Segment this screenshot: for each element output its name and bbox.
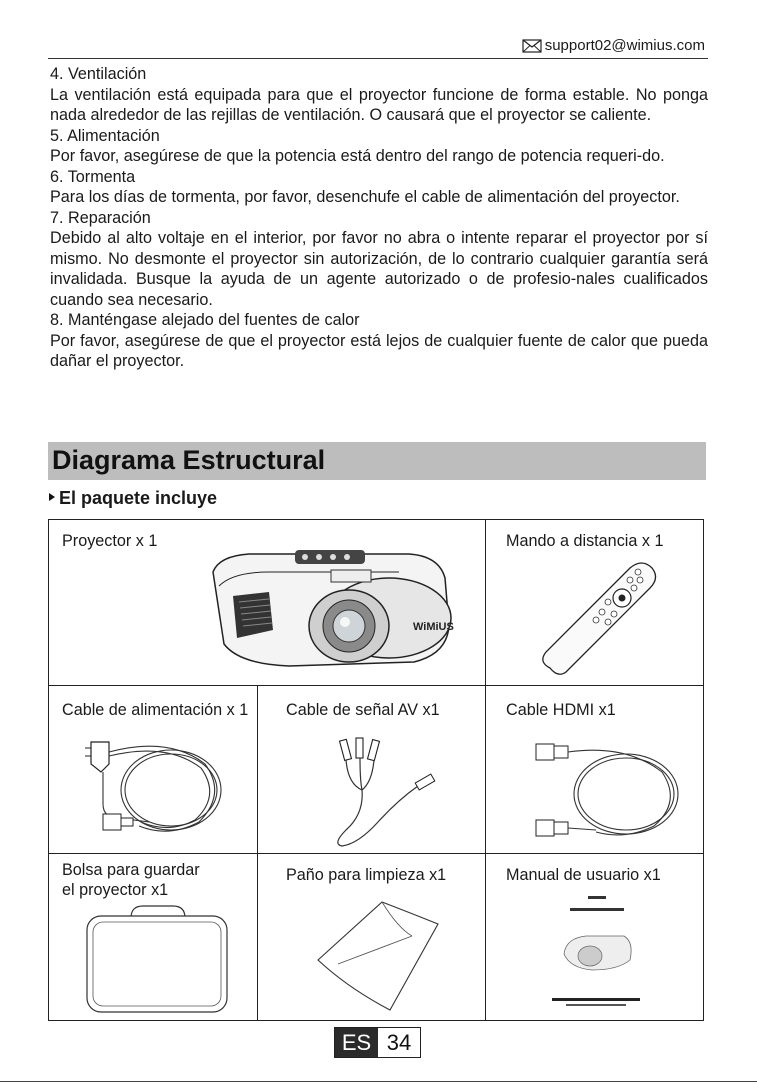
hdmi-cable-illustration [526,736,696,851]
header-divider [48,58,708,59]
support-email[interactable]: support02@wimius.com [544,37,705,54]
safety-instructions [50,64,708,372]
av-cable-illustration [318,734,448,849]
package-subheading [49,488,217,509]
section-title: Diagrama Estructural [52,445,326,475]
page-number-badge [334,1027,421,1058]
heading-heat: 8. Manténgase alejado del fuentes de calor [50,311,360,329]
text-ventilation: La ventilación está equipada para que el proyector funcione de forma estable. No ponga nada alrededor de las rejillas de ventilación. O causará que el proyector se caliente. [50,85,708,124]
heading-power: 5. Alimentación [50,126,160,145]
bag-label-line2: el proyector x1 [62,881,169,899]
projector-illustration [199,534,459,674]
av-cable-label: Cable de señal AV x1 [286,701,440,719]
cloth-label: Paño para limpieza x1 [286,866,447,884]
manual-label: Manual de usuario x1 [506,866,661,884]
item-manual [486,854,704,1021]
hdmi-cable-label: Cable HDMI x1 [506,701,616,719]
subheading-text: El paquete incluye [59,488,218,508]
bag-label-line1: Bolsa para guardar [62,861,200,879]
heading-storm: 6. Tormenta [50,167,136,186]
projector-label: Proyector x 1 [62,532,158,550]
text-storm: Para los días de tormenta, por favor, desenchufe el cable de alimentación del proyector. [50,188,680,206]
remote-label: Mando a distancia x 1 [506,532,664,550]
language-code: ES [335,1028,378,1057]
bag-illustration [83,904,233,1016]
remote-illustration [530,558,660,678]
power-cable-label: Cable de alimentación x 1 [62,701,249,719]
manual-illustration [542,894,652,1014]
item-hdmi-cable [486,686,704,853]
item-cloth [258,854,485,1021]
text-power: Por favor, asegúrese de que la potencia está dentro del rango de potencia requeri-do. [50,147,665,165]
bullet-triangle-icon [49,493,55,501]
cloth-illustration [308,898,448,1014]
projector-brand-logo: WiMiUS [413,621,454,633]
package-contents-grid [48,519,704,1021]
item-av-cable [258,686,485,853]
text-repair: Debido al alto voltaje en el interior, por favor no abra o intente reparar el proyector por sí mismo. No desmonte el proyector sin autorización, de lo contrario cualquier garantía será invalidada. Busque la ayuda de un agente autorizado o de profesio-nales cualificados cuando sea necesario. [50,229,708,309]
header-email [522,37,705,54]
footer-divider [0,1081,757,1082]
item-power-cable [49,686,257,853]
section-header [48,442,706,480]
item-bag [49,854,257,1021]
power-cable-illustration [79,734,249,849]
text-heat: Por favor, asegúrese de que el proyector está lejos de cualquier fuente de calor que pueda dañar el proyector. [50,331,708,370]
item-projector [49,520,485,685]
heading-ventilation: 4. Ventilación [50,65,147,83]
heading-repair: 7. Reparación [50,208,151,227]
item-remote [486,520,704,685]
envelope-icon [522,39,542,53]
page-number: 34 [378,1028,420,1057]
